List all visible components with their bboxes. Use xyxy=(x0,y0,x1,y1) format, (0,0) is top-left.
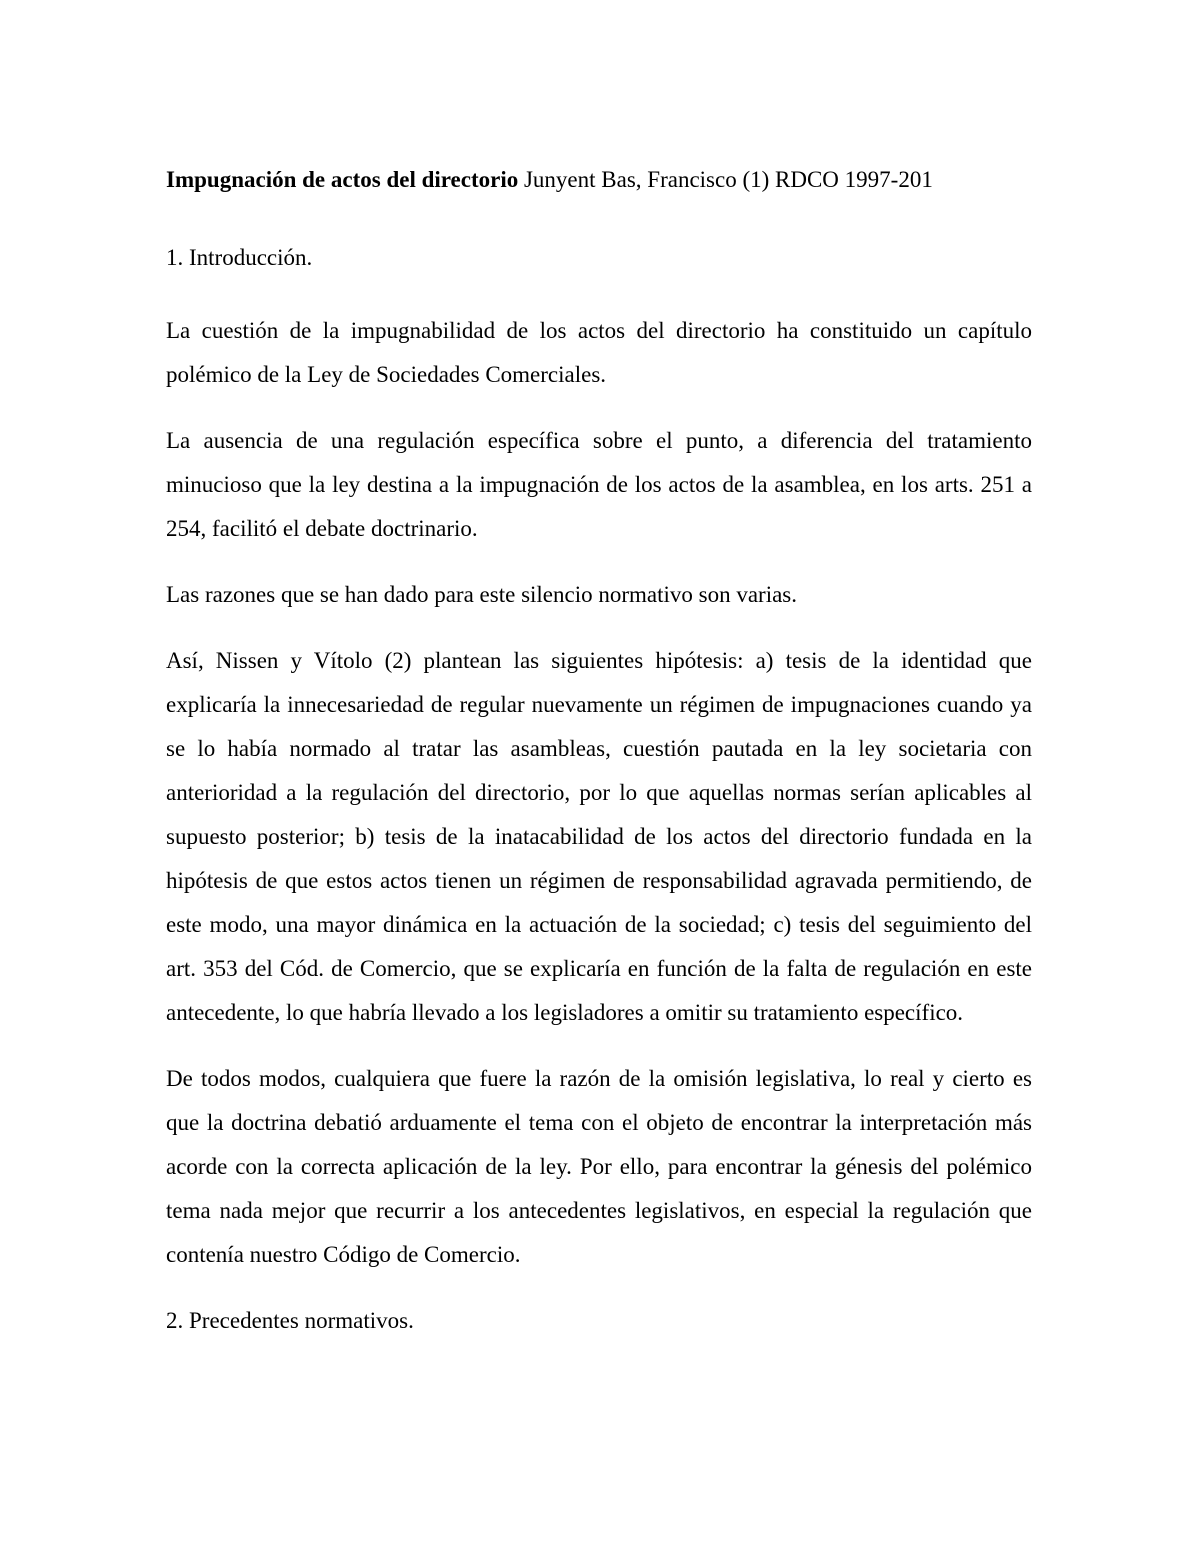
paragraph-5: De todos modos, cualquiera que fuere la razón de la omisión legislativa, lo real y cierto es que la doctrina debatió arduamente el tema con el objeto de encontrar la interpretación más acorde con la correcta aplicación de la ley. Por ello, para encontrar la génesis del polémico tema nada mejor que recurrir a los antecedentes legislativos, en especial la regulación que contenía nuestro Código de Comercio. xyxy=(166,1066,1032,1267)
paragraph-1: La cuestión de la impugnabilidad de los actos del directorio ha constituido un capítulo polémico de la Ley de Sociedades Comerciales. xyxy=(166,318,1032,387)
paragraph-3: Las razones que se han dado para este silencio normativo son varias. xyxy=(166,582,798,607)
paragraph-4: Así, Nissen y Vítolo (2) plantean las siguientes hipótesis: a) tesis de la identidad que explicaría la innecesariedad de regular nuevamente un régimen de impugnaciones cuando ya se lo había normado al tratar las asambleas, cuestión pautada en la ley societaria con anterioridad a la regulación del directorio, por lo que aquellas normas serían aplicables al supuesto posterior; b) tesis de la inatacabilidad de los actos del directorio fundada en la hipótesis de que estos actos tienen un régimen de responsabilidad agravada permitiendo, de este modo, una mayor dinámica en la actuación de la sociedad; c) tesis del seguimiento del art. 353 del Cód. de Comercio, que se explicaría en función de la falta de regulación en este antecedente, lo que habría llevado a los legisladores a omitir su tratamiento específico. xyxy=(166,648,1032,1025)
title-author-citation: Junyent Bas, Francisco (1) RDCO 1997-201 xyxy=(518,167,933,192)
section-heading-precedentes: 2. Precedentes normativos. xyxy=(166,1308,414,1333)
document-title xyxy=(166,158,1032,202)
paragraph-2: La ausencia de una regulación específica sobre el punto, a diferencia del tratamiento minucioso que la ley destina a la impugnación de los actos de la asamblea, en los arts. 251 a 254, facilitó el debate doctrinario. xyxy=(166,428,1032,541)
title-bold-text: Impugnación de actos del directorio xyxy=(166,167,519,192)
section-heading-introduccion: 1. Introducción. xyxy=(166,245,313,270)
document-body xyxy=(166,158,1032,1372)
